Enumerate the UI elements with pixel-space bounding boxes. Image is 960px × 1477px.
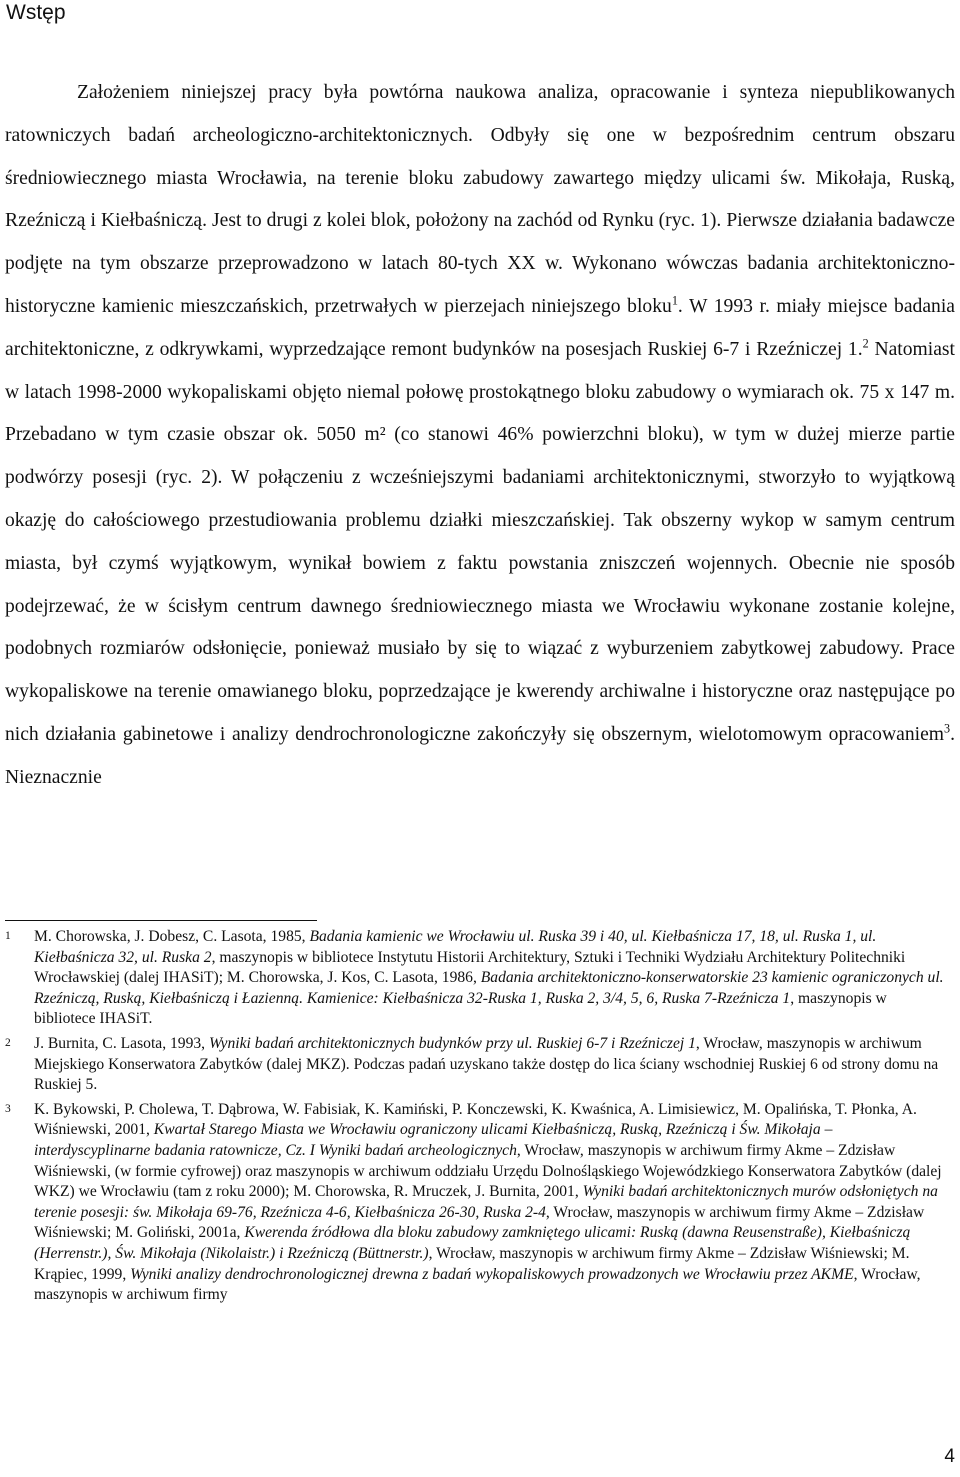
footnote-text xyxy=(34,1035,938,1093)
footnote-number: 2 xyxy=(5,1036,11,1049)
footnote-text-segment: J. Burnita, C. Lasota, 1993, xyxy=(34,1034,209,1052)
body-text-part-2: . W 1993 r. miały miejsce badania architektoniczne, z odkrywkami, wyprzedzające remont budynków na posesjach Ruskiej 6-7 i Rzeźniczej 1. xyxy=(5,295,955,360)
footnote-title-segment: Wyniki badań architektonicznych murów odsłoniętych na terenie posesji: św. Mikołaja 69-76, Rzeźnicza 4-6, Kiełbaśnicza 26-30, Ruska 2-4 xyxy=(34,1183,938,1221)
footnote-text-segment: K. Bykowski, P. Cholewa, T. Dąbrowa, W. Fabisiak, K. Kamiński, P. Konczewski, K. Kwaśnica, A. Limisiewicz, M. Opalińska, T. Płonka, A. Wiśniewski, 2001, xyxy=(34,1100,917,1139)
body-text-part-1: Założeniem niniejszej pracy była powtórna naukowa analiza, opracowanie i synteza niepublikowanych ratowniczych badań archeologiczno-architektonicznych. Odbyły się one w bezpośrednim centrum obszaru średniowiecznego miasta Wrocławia, na terenie bloku zabudowy zawartego między ulicami św. Mikołaja, Ruską, Rzeźniczą i Kiełbaśniczą. Jest to drugi z kolei blok, położony na zachód od Rynku (ryc. 1). Pierwsze działania badawcze podjęte na tym obszarze przeprowadzono w latach 80-tych XX w. Wykonano wówczas badania architektoniczno-historyczne kamienic mieszczańskich, przetrwałych w pierzejach niniejszego bloku xyxy=(5,82,955,317)
footnote-title-segment: Kwartał Starego Miasta we Wrocławiu ograniczony ulicami Kiełbaśniczą, Ruską, Rzeźniczą i Św. Mikołaja – interdyscyplinarne badania ratownicze, Cz. I Wyniki badań archeologicznych xyxy=(34,1121,833,1159)
body-text-part-4: . Nieznacznie xyxy=(5,723,955,788)
footnotes xyxy=(5,927,951,1310)
footnote-title-segment: Wyniki analizy dendrochronologicznej drewna z badań wykopaliskowych prowadzonych we Wrocławiu przez AKME xyxy=(130,1265,854,1283)
footnote-text-segment: , Wrocław, maszynopis w archiwum firmy Akme – Zdzisław Wiśniewski, (w formie cyfrowej) oraz maszynopis w archiwum oddziału Urzędu Dolnośląskiego Wojewódzkiego Konserwatora Zabytków (dalej WKZ) we Wrocławiu (tam z roku 2000); M. Chorowska, R. Mruczek, J. Burnita, 2001, xyxy=(34,1141,942,1201)
footnote-title-segment: Wyniki badań architektonicznych budynków przy ul. Ruskiej 6-7 i Rzeźniczej 1 xyxy=(208,1034,696,1052)
body-paragraph xyxy=(5,72,955,800)
footnote-text-segment: M. Chorowska, J. Dobesz, C. Lasota, 1985, xyxy=(34,928,310,945)
footnote-text-segment: , Wrocław, maszynopis w archiwum firmy Akme – Zdzisław Wiśniewski; M. Krąpiec, 1999, xyxy=(34,1244,910,1283)
footnote-text-segment: , maszynopis w bibliotece Instytutu Historii Architektury, Sztuki i Techniki Wydziału Architektury Politechniki Wrocławskiej (dalej IHASiT); M. Chorowska, J. Kos, C. Lasota, 1986, xyxy=(34,948,906,987)
footnote-text-segment: , maszynopis w bibliotece IHASiT. xyxy=(34,989,887,1028)
footnote-text xyxy=(34,1101,942,1303)
footnote-number: 1 xyxy=(5,930,11,942)
footnote-title-segment: Kwerenda źródłowa dla bloku zabudowy zamkniętego ulicami: Ruską (dawna Reusenstraße), Kiełbaśniczą (Herrenstr.), Św. Mikołaja (Nikolaistr.) i Rzeźniczą (Büttnerstr.) xyxy=(34,1224,911,1262)
footnote-text-segment: , Wrocław, maszynopis w archiwum Miejskiego Konserwatora Zabytków (dalej MKZ). Podczas padań uzyskano także dostęp do lica ściany wschodniej Ruskiej 6 od strony domu na Ruskiej 5. xyxy=(34,1034,939,1094)
footnote-3 xyxy=(5,1100,951,1306)
footnote-text xyxy=(34,928,944,1027)
footnote-2 xyxy=(5,1034,951,1096)
footnote-ref-2[interactable]: 2 xyxy=(862,336,869,351)
footnote-number: 3 xyxy=(5,1102,11,1115)
page-number: 4 xyxy=(944,1446,955,1467)
footnote-text-segment: , Wrocław, maszynopis w archiwum firmy xyxy=(34,1265,921,1304)
footnote-title-segment: Badania kamienic we Wrocławiu ul. Ruska 39 i 40, ul. Kiełbaśnicza 17, 18, ul. Ruska 1, ul. Kiełbaśnicza 32, ul. Ruska 2 xyxy=(34,928,877,966)
footnote-ref-3[interactable]: 3 xyxy=(944,721,951,736)
section-heading: Wstęp xyxy=(6,1,66,24)
footnote-text-segment: , Wrocław, maszynopis w archiwum firmy Akme – Zdzisław Wiśniewski; M. Goliński, 2001a, xyxy=(34,1203,925,1242)
footnote-ref-1[interactable]: 1 xyxy=(671,293,678,308)
body-text-part-3: Natomiast w latach 1998-2000 wykopaliskami objęto niemal połowę prostokątnego bloku zabudowy o wymiarach ok. 75 x 147 m. Przebadano w tym czasie obszar ok. 5050 m² (co stanowi 46% powierzchni bloku), w tym w dużej mierze partie podwórzy posesji (ryc. 2). W połączeniu z wcześniejszymi badaniami architektonicznymi, stworzyło to wyjątkową okazję do całościowego przestudiowania problemu działki mieszczańskiej. Tak obszerny wykop w samym centrum miasta, był czymś wyjątkowym, wynikał bowiem z faktu powstania zniszczeń wojennych. Obecnie nie sposób podejrzewać, że w ścisłym centrum dawnego średniowiecznego miasta we Wrocławiu wykonane zostanie kolejne, podobnych rozmiarów odsłonięcie, ponieważ musiało by się to wiązać z wyburzeniem zabytkowej zabudowy. Prace wykopaliskowe na terenie omawianego bloku, poprzedzające je kwerendy archiwalne i historyczne oraz następujące po nich działania gabinetowe i analizy dendrochronologiczne zakończyły się obszernym, wielotomowym opracowaniem xyxy=(5,338,955,745)
footnote-1 xyxy=(5,927,951,1030)
footnote-title-segment: Badania architektoniczno-konserwatorskie 23 kamienic ograniczonych ul. Rzeźniczą, Ruską, Kiełbaśniczą i Łazienną. Kamienice: Kiełbaśnicza 32-Ruska 1, Ruska 2, 3/4, 5, 6, Ruska 7-Rzeźnicza 1 xyxy=(34,969,944,1007)
footnote-separator xyxy=(5,920,317,921)
